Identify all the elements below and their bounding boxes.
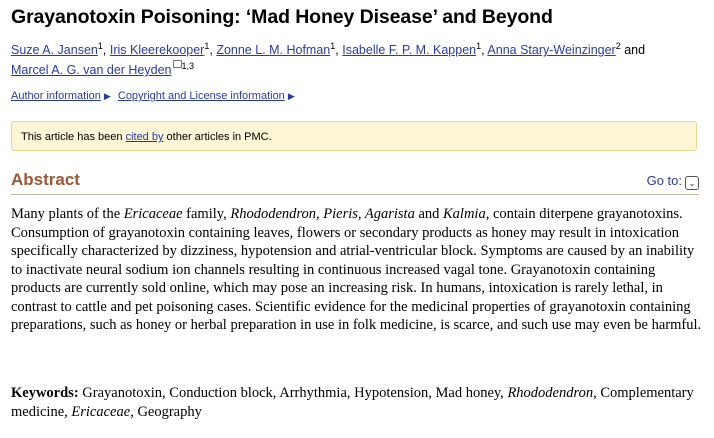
author-link[interactable]: Zonne L. M. Hofman bbox=[216, 43, 331, 57]
author-affiliation: 1 bbox=[330, 41, 336, 51]
article-title: Grayanotoxin Poisoning: ‘Mad Honey Disease’ and Beyond bbox=[11, 6, 553, 28]
abstract-section-header bbox=[11, 170, 699, 195]
abstract-run: , bbox=[316, 206, 324, 222]
keywords bbox=[11, 384, 703, 422]
author-affiliation: 1 bbox=[476, 41, 482, 51]
goto-label: Go to: bbox=[646, 173, 682, 188]
chevron-down-icon[interactable]: ⌄ bbox=[685, 176, 699, 190]
author-link[interactable]: Iris Kleerekooper bbox=[109, 43, 205, 57]
abstract-italic: Kalmia, bbox=[443, 206, 490, 222]
abstract-italic: Pieris, Agarista bbox=[323, 206, 415, 222]
keyword-run: , Complementary medicine, bbox=[11, 385, 694, 420]
keyword-italic: Rhododendron bbox=[507, 385, 594, 401]
abstract-italic: Ericaceae bbox=[123, 206, 183, 222]
notice-prefix: This article has been bbox=[21, 131, 126, 143]
author-link[interactable]: Marcel A. G. van der Heyden bbox=[11, 63, 172, 77]
abstract-run: Many plants of the bbox=[11, 206, 124, 222]
cited-by-notice bbox=[11, 121, 697, 151]
abstract-run: and bbox=[414, 206, 444, 222]
authors-conjunction: and bbox=[624, 43, 646, 57]
author-affiliation: 1 bbox=[97, 41, 103, 51]
author-link[interactable]: Suze A. Jansen bbox=[11, 43, 98, 57]
notice-suffix: other articles in PMC. bbox=[163, 131, 272, 143]
triangle-right-icon: ▶ bbox=[103, 91, 111, 101]
author-information-link[interactable]: Author information bbox=[11, 90, 101, 102]
abstract-text bbox=[11, 205, 703, 335]
author-affiliation: 1,3 bbox=[181, 61, 195, 71]
cited-by-link[interactable]: cited by bbox=[125, 131, 164, 143]
section-heading: Abstract bbox=[11, 170, 80, 189]
author-affiliation: 1 bbox=[204, 41, 210, 51]
author-list: Suze A. Jansen$^1$, Iris Kleerekooper$^1$, Zonne L. M. Hofman$^1$, Isabelle F. P. M. Kappen$^1$, Anna Stary-Weinzinger$^2$ and Marcel A. G. van der Heyden $^{1,3}$ bbox=[11, 41, 646, 77]
copyright-license-link[interactable]: Copyright and License information bbox=[117, 90, 285, 102]
abstract-italic: Rhododendron bbox=[230, 206, 316, 222]
keywords-label: Keywords: bbox=[11, 385, 79, 401]
author-link[interactable]: Isabelle F. P. M. Kappen bbox=[342, 43, 477, 57]
author-link[interactable]: Anna Stary-Weinzinger bbox=[487, 43, 616, 57]
email-icon[interactable] bbox=[173, 60, 182, 68]
article-info-links bbox=[11, 90, 299, 102]
triangle-right-icon: ▶ bbox=[287, 91, 295, 101]
author-affiliation: 2 bbox=[615, 41, 621, 51]
keyword-run: Grayanotoxin, Conduction block, Arrhythmia, Hypotension, Mad honey, bbox=[78, 385, 508, 401]
goto-menu[interactable] bbox=[647, 173, 699, 190]
abstract-run: contain diterpene grayanotoxins. Consumption of grayanotoxin containing leaves, flowers or secondary products as honey may result in intoxication specifically characterized by dizziness, hypotension and atrial-ventricular block. Symptoms are caused by an inability to inactivate neural sodium ion channels resulting in continuous increased vagal tone. Grayanotoxin containing products are currently sold online, which may pose an increasing risk. In humans, intoxication is rarely lethal, in contrast to cattle and pet poisoning cases. Scientific evidence for the medicinal properties of grayanotoxin containing preparations, such as honey or herbal preparation in use in folk medicine, is scarce, and such use may even be harmful. bbox=[11, 206, 702, 333]
abstract-run: family, bbox=[182, 206, 231, 222]
keyword-run: , Geography bbox=[130, 404, 202, 420]
keyword-italic: Ericaceae bbox=[71, 404, 131, 420]
